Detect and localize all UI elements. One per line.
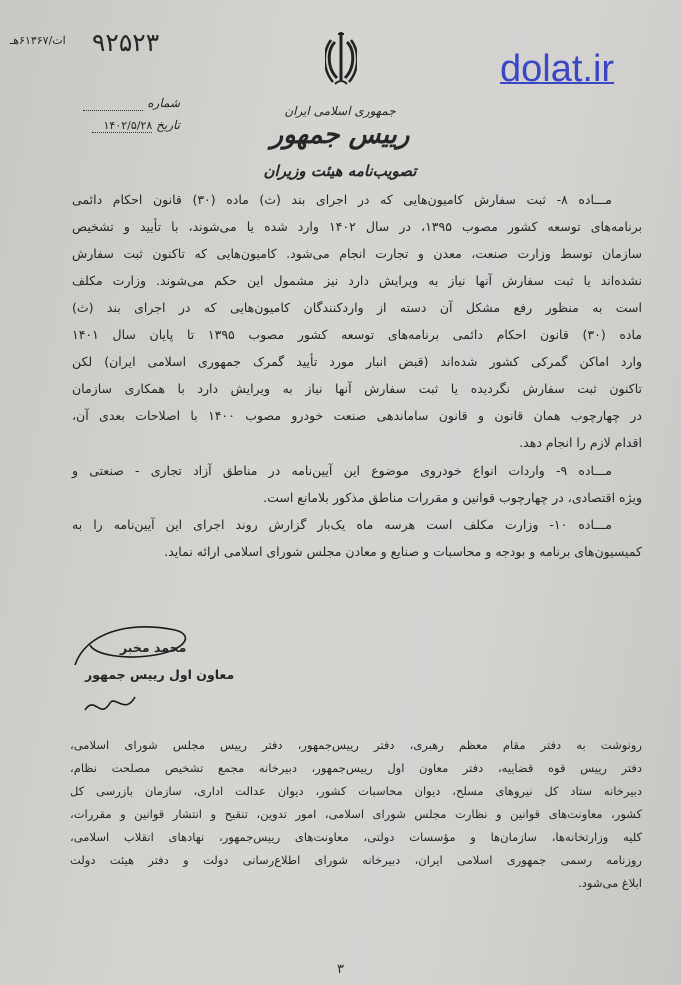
body-line: مـــاده ۹- واردات انواع خودروی موضوع این آیین‌نامه در مناطق آزاد تجاری - صنعتی و (72, 463, 612, 478)
date-label: تاریخ (156, 118, 180, 132)
body-line: ماده (۳۰) قانون احکام دائمی برنامه‌های توسعه کشور مصوب ۱۳۹۵ تا پایان سال ۱۴۰۱ (72, 327, 642, 342)
body-line: اقدام لازم را انجام دهد. (519, 435, 642, 450)
body-line: مـــاده ۱۰- وزارت مکلف است هرسه ماه یک‌بار گزارش روند اجرای این آیین‌نامه را به (72, 517, 612, 532)
document-type: تصویب‌نامه هیئت وزیران (263, 162, 417, 180)
body-line: وارد اماکن گمرکی کشور شده‌اند (قبض انبار مورد تأیید گمرک جمهوری اسلامی ایران) لکن (72, 354, 642, 369)
signatory-name: محمد مخبر (120, 640, 187, 655)
number-field (70, 96, 180, 111)
body-line: مـــاده ۸- ثبت سفارش کامیون‌هایی که در اجرای بند (ث) ماده (۳۰) قانون احکام دائمی (72, 192, 612, 207)
number-label: شماره (147, 96, 180, 110)
date-value: ۱۴۰۲/۵/۲۸ (92, 119, 152, 133)
distribution-line: دفتر رییس قوه قضاییه، دفتر معاون اول رییس‌جمهور، دبیرخانه مجمع تشخیص مصلحت نظام، (70, 761, 642, 775)
number-dots (83, 97, 143, 111)
body-line: سازمان توسط وزارت صنعت، معدن و تجارت انجام می‌شود. کامیون‌هایی که تاکنون ثبت سفارش (72, 246, 642, 261)
distribution-line: روزنامه رسمی جمهوری اسلامی ایران، دبیرخانه شورای اطلاع‌رسانی دولت و دفتر هیئت دولت (70, 853, 642, 867)
signatory-title: معاون اول رییس جمهور (85, 667, 235, 682)
date-field (70, 118, 180, 133)
body-line: ویژه اقتصادی، در چهارچوب قوانین و مقررات مناطق مذکور بلامانع است. (263, 490, 642, 505)
distribution-line: کشور، معاونت‌های قوانین و نظارت مجلس شورای اسلامی، امور تدوین، تنقیح و انتشار قوانین و مقررات، (70, 807, 642, 821)
body-line: تاکنون ثبت سفارش نگردیده یا ثبت سفارش آنها نیاز به ویرایش دارد با همکاری سازمان (72, 381, 642, 396)
distribution-line: رونوشت به دفتر مقام معظم رهبری، دفتر رییس‌جمهور، دفتر رییس مجلس شورای اسلامی، (70, 738, 642, 752)
page-number: ۳ (337, 962, 344, 977)
reference-number: ات/۶۱۳۶۷هـ (10, 34, 66, 47)
body-line: برنامه‌های توسعه کشور مصوب ۱۳۹۵، در سال ۱۴۰۲ وارد شده یا می‌شوند، با تأیید و تشخیص (72, 219, 643, 234)
watermark-link[interactable]: dolat.ir (500, 48, 615, 90)
distribution-line: دبیرخانه ستاد کل نیروهای مسلح، دیوان محاسبات کشور، دیوان عدالت اداری، سازمان بازرسی کل (70, 784, 642, 798)
body-line: نشده‌اند یا ثبت سفارش آنها نیاز به ویرایش دارد نیز مشمول این حکم می‌شوند. وزارت مکلف (72, 273, 642, 288)
body-line: کمیسیون‌های برنامه و بودجه و محاسبات و صنایع و معادن مجلس شورای اسلامی ارائه نماید. (164, 544, 642, 559)
distribution-line: کلیه وزارتخانه‌ها، سازمان‌ها و مؤسسات دولتی، معاونت‌های رییس‌جمهور، نهادهای انقلاب اسلامی، (70, 830, 642, 844)
office-title: رییس جمهور (270, 120, 410, 150)
body-line: است به منظور رفع مشکل آن دسته از واردکنندگان کامیون‌هایی که در اجرای بند (ث) (72, 300, 642, 315)
body-line: در چهارچوب همان قانون و قانون ساماندهی صنعت خودرو مصوب ۱۴۰۰ با اصلاحات بعدی آن، (72, 408, 642, 423)
distribution-line: ابلاغ می‌شود. (578, 876, 642, 890)
letter-number: ۹۲۵۲۳ (92, 28, 160, 57)
iran-emblem-icon (325, 30, 357, 90)
country-name: جمهوری اسلامی ایران (284, 104, 396, 118)
